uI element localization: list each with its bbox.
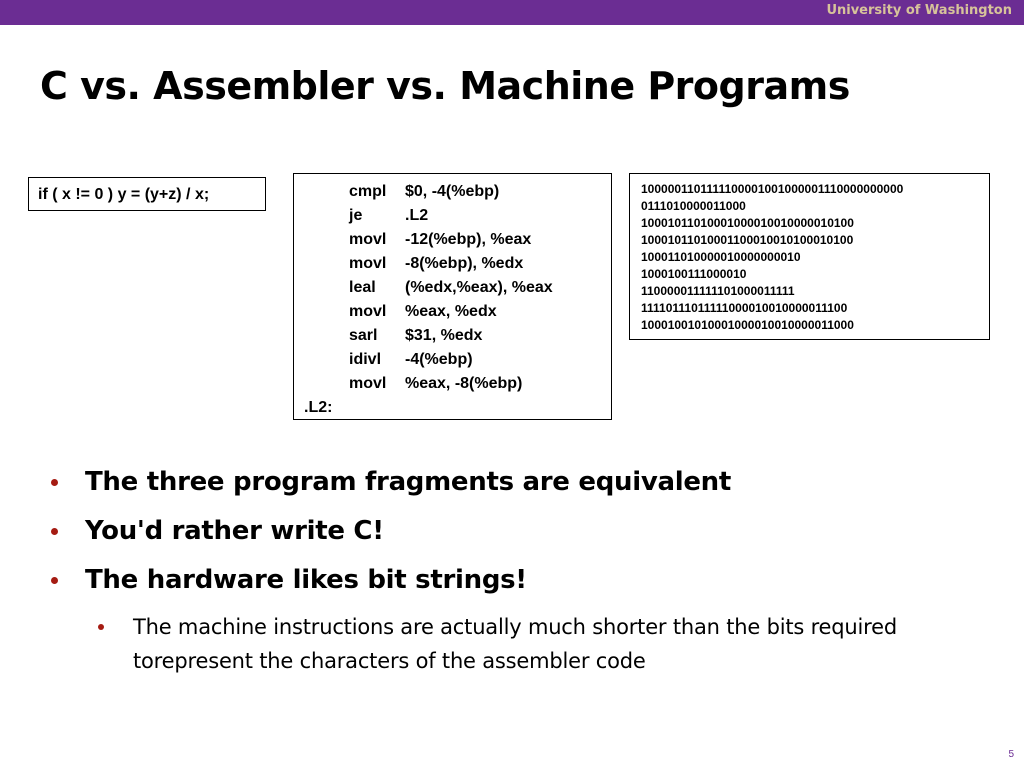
machine-code-line: 10001011010001100010010100010100: [641, 233, 854, 247]
assembly-line: [349, 300, 497, 324]
assembly-operands: $0, -4(%ebp): [405, 183, 500, 200]
assembly-opcode: movl: [349, 255, 387, 272]
bullet-item: [48, 462, 948, 511]
sub-bullet-dot-icon: [98, 624, 104, 630]
assembly-label: .L2:: [304, 399, 333, 416]
sub-bullet-item: [133, 610, 933, 678]
header-bar: [0, 0, 1024, 25]
assembly-operands: %eax, %edx: [405, 303, 497, 320]
assembly-line: [349, 324, 482, 348]
sub-bullet-text: The machine instructions are actually much shorter than the bits required torepresent the characters of the assembler code: [133, 615, 897, 673]
assembly-opcode: movl: [349, 231, 387, 248]
machine-code-line: 1000001101111100001001000001110000000000: [641, 182, 904, 196]
bullet-dot-icon: [51, 577, 58, 584]
bullet-dot-icon: [51, 479, 58, 486]
assembly-line: [349, 228, 531, 252]
assembly-operands: %eax, -8(%ebp): [405, 375, 523, 392]
assembly-operands: (%edx,%eax), %eax: [405, 279, 553, 296]
machine-code-line: 0111010000011000: [641, 199, 746, 213]
bullet-text: The three program fragments are equivalent: [85, 467, 732, 497]
assembly-opcode: sarl: [349, 327, 378, 344]
machine-code-line: 11110111011111000010010000011100: [641, 301, 848, 315]
assembly-opcode: je: [349, 207, 363, 224]
slide-title: C vs. Assembler vs. Machine Programs: [40, 64, 850, 108]
machine-code-line: 110000011111101000011111: [641, 284, 795, 298]
bullet-item: [48, 511, 948, 560]
assembly-operands: -12(%ebp), %eax: [405, 231, 532, 248]
assembly-line: [349, 180, 499, 204]
machine-code-line: 100011010000010000000010: [641, 250, 801, 264]
assembly-operands: .L2: [405, 207, 429, 224]
assembly-operands: $31, %edx: [405, 327, 483, 344]
assembly-operands: -4(%ebp): [405, 351, 473, 368]
assembly-line: [349, 348, 473, 372]
assembly-opcode: leal: [349, 279, 376, 296]
machine-code-line: 10001011010001000010010000010100: [641, 216, 854, 230]
assembly-operands: -8(%ebp), %edx: [405, 255, 524, 272]
assembly-line: [349, 276, 553, 300]
bullet-dot-icon: [51, 528, 58, 535]
c-code-line: if ( x != 0 ) y = (y+z) / x;: [38, 186, 210, 203]
assembly-opcode: movl: [349, 303, 387, 320]
machine-code-line: 10001001010001000010010000011000: [641, 318, 854, 332]
assembly-line: [349, 204, 428, 228]
bullet-text: You'd rather write C!: [85, 516, 384, 546]
machine-code-box: [629, 173, 990, 340]
bullet-item: [48, 560, 948, 609]
assembly-line: [349, 252, 523, 276]
c-code-box: [28, 177, 266, 211]
machine-code-line: 1000100111000010: [641, 267, 747, 281]
assembly-opcode: idivl: [349, 351, 382, 368]
page-number: 5: [1008, 749, 1014, 760]
assembly-code-box: [293, 173, 612, 420]
assembly-opcode: movl: [349, 375, 387, 392]
assembly-line: [349, 372, 522, 396]
bullet-text: The hardware likes bit strings!: [85, 565, 527, 595]
assembly-opcode: cmpl: [349, 183, 387, 200]
bullet-list: [48, 462, 948, 678]
institution-name: University of Washington: [826, 3, 1012, 18]
